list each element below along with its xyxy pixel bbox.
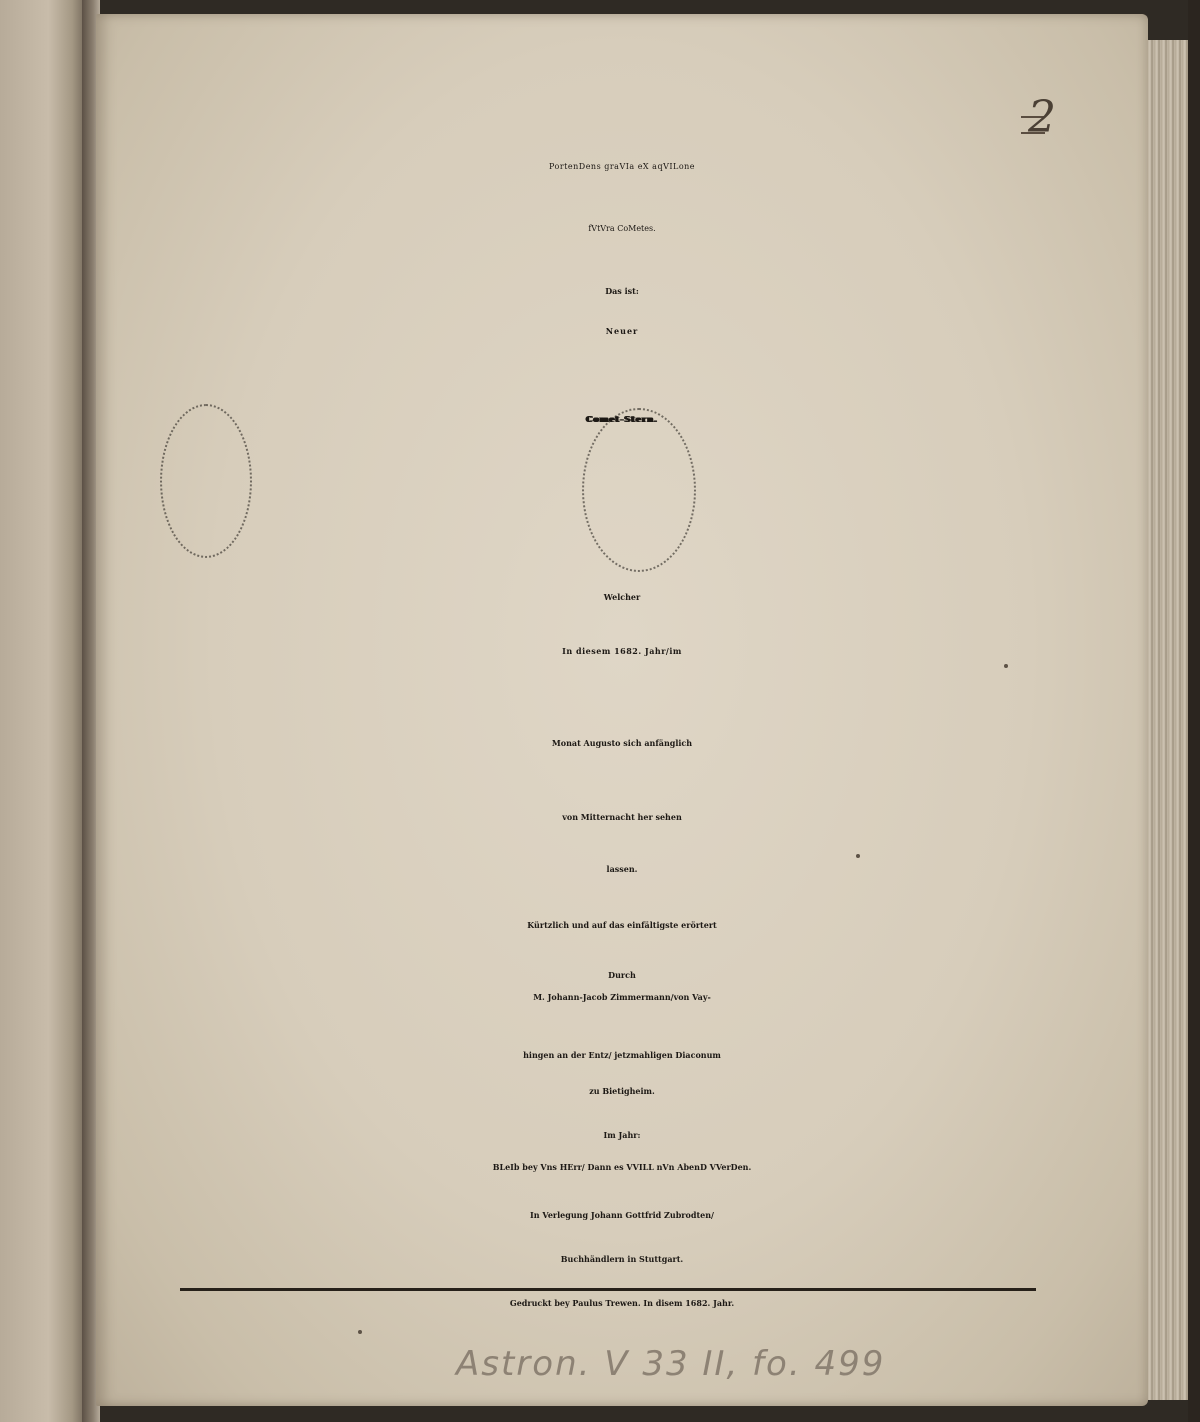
latin-title-line-1: PortenDens graVIa eX aqVILone bbox=[548, 162, 696, 171]
monat-line: Monat Augusto sich anfänglich bbox=[551, 738, 693, 748]
latin-title-line-2: fVtVra CoMetes. bbox=[588, 224, 656, 233]
author-line-2: hingen an der Entz/ jetzmahligen Diaconum bbox=[523, 1050, 721, 1060]
paper-speck bbox=[358, 1330, 362, 1334]
author-line-1: M. Johann-Jacob Zimmermann/von Vay- bbox=[533, 992, 711, 1002]
handwritten-shelfmark: Astron. V 33 II, fo. 499 bbox=[456, 1344, 886, 1384]
paper-speck bbox=[1004, 664, 1008, 668]
im-jahr-line: Im Jahr: bbox=[603, 1130, 641, 1140]
title-page bbox=[96, 14, 1148, 1406]
author-line-3: zu Bietigheim. bbox=[589, 1086, 655, 1096]
lassen-line: lassen. bbox=[606, 864, 638, 874]
binding-edge bbox=[1188, 0, 1200, 1422]
verlegung-line: In Verlegung Johann Gottfrid Zubrodten/ bbox=[530, 1210, 714, 1220]
mitternacht-line: von Mitternacht her sehen bbox=[562, 812, 682, 822]
chronogram-line: BLeIb bey Vns HErr/ Dann es VVILL nVn AbenD VVerDen. bbox=[492, 1162, 752, 1172]
paper-speck bbox=[856, 854, 860, 858]
kurtzlich-line: Kürtzlich und auf das einfältigste erörtert bbox=[527, 920, 717, 930]
initial-ornament-c bbox=[160, 404, 252, 558]
folio-number: 2 bbox=[1028, 92, 1056, 143]
neuer-line: Neuer bbox=[605, 326, 639, 336]
das-ist-line: Das ist: bbox=[605, 286, 639, 296]
imprint-divider bbox=[180, 1288, 1036, 1291]
left-page-edge bbox=[0, 0, 88, 1422]
comet-stern-heading: Comet-Stern. bbox=[586, 414, 658, 424]
imprint-line: Gedruckt bey Paulus Trewen. In disem 1682. Jahr. bbox=[509, 1298, 735, 1308]
year-line: In diesem 1682. Jahr/im bbox=[562, 646, 682, 656]
buchhandlern-line: Buchhändlern in Stuttgart. bbox=[560, 1254, 684, 1264]
durch-line: Durch bbox=[608, 970, 636, 980]
welcher-line: Welcher bbox=[603, 592, 641, 602]
initial-ornament-s bbox=[582, 408, 696, 572]
